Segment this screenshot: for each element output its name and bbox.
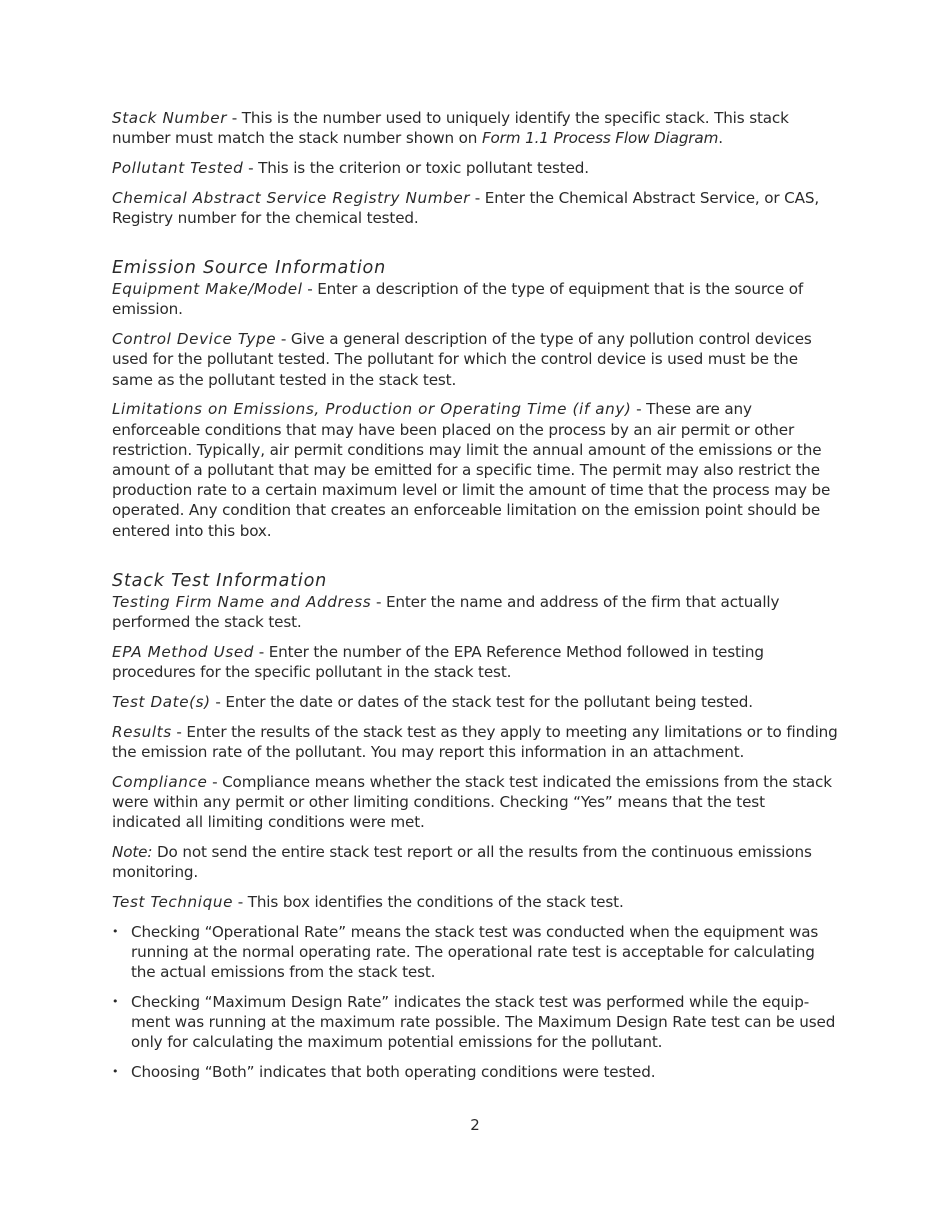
paragraph-text: - These are any enforceable conditions that may have been placed on the process by an air permit or other restriction. Typically, air permit conditions may limit the annual amount of the emissions or the amount of a pollutant that may be emitted for a specific time. The permit may also restrict the production rate to a certain maximum level or limit the amount of time that the process may be operated. Any condition that creates an enforceable limitation on the emission point should be entered into this box.: [112, 400, 831, 540]
paragraph-epa-method: [112, 642, 838, 682]
paragraph-note: [112, 842, 838, 882]
bullet-icon: •: [112, 994, 119, 1008]
note-label: Note:: [112, 842, 153, 861]
term-label: Compliance: [112, 772, 208, 791]
paragraph-results: [112, 722, 838, 762]
paragraph-text: - Enter the Chemical Abstract Service, or CAS, Registry number for the chemical tested.: [112, 188, 820, 227]
paragraph-text: - Enter a description of the type of equipment that is the source of emission.: [112, 280, 804, 319]
paragraph-test-dates: [112, 692, 838, 712]
term-label: Equipment Make/Model: [112, 280, 303, 299]
term-label: Testing Firm Name and Address: [112, 592, 372, 611]
term-label: EPA Method Used: [112, 642, 255, 661]
paragraph-control-device-type: [112, 329, 838, 390]
term-label: Control Device Type: [112, 330, 277, 349]
paragraph-text: - This is the number used to uniquely identify the specific stack. This stack number must match the stack number shown on: [112, 109, 789, 148]
paragraph-equipment-make-model: [112, 279, 838, 319]
term-label: Test Date(s): [112, 692, 211, 711]
paragraph-limitations: [112, 399, 838, 540]
paragraph-compliance: [112, 772, 838, 833]
paragraph-text: - Give a general description of the type of any pollution control devices used for the pollutant tested. The pollutant for which the control device is used must be the same as the pollutant tested in the stack test.: [112, 330, 812, 389]
paragraph-testing-firm: [112, 592, 838, 632]
list-item-text: Checking “Maximum Design Rate” indicates the stack test was performed while the equip-ment was running at the maximum rate possible. The Maximum Design Rate test can be used only for calculating the maximum potential emissions for the pollutant.: [131, 992, 836, 1052]
paragraph-stack-number: [112, 108, 838, 148]
list-item: [112, 1062, 838, 1082]
paragraph-text: - This is the criterion or toxic pollutant tested.: [243, 159, 589, 177]
paragraph-text: - Enter the name and address of the firm that actually performed the stack test.: [112, 592, 780, 632]
paragraph-text: - Compliance means whether the stack test indicated the emissions from the stack were within any permit or other limiting conditions. Checking “Yes” means that the test indicated all limiting conditions were met.: [112, 772, 832, 832]
term-label: Stack Number: [112, 109, 228, 127]
list-item-text: Checking “Operational Rate” means the stack test was conducted when the equipment was running at the normal operating rate. The operational rate test is acceptable for calculating the actual emissions from the stack test.: [131, 922, 819, 982]
document-page: [112, 108, 838, 1092]
term-label: Test Technique: [112, 892, 234, 911]
section-heading-emission-source: Emission Source Information: [112, 258, 387, 279]
page-number: 2: [470, 1116, 480, 1134]
term-label: Limitations on Emissions, Production or Operating Time (if any): [112, 400, 632, 419]
form-reference: Form 1.1 Process Flow Diagram: [481, 129, 719, 148]
paragraph-text: - Enter the date or dates of the stack test for the pollutant being tested.: [210, 692, 753, 711]
paragraph-pollutant-tested: [112, 158, 838, 178]
section-heading-stack-test: Stack Test Information: [112, 570, 328, 591]
test-technique-list: [112, 922, 838, 1083]
paragraph-text: - This box identifies the conditions of the stack test.: [233, 892, 624, 911]
paragraph-cas-number: [112, 188, 838, 228]
paragraph-text: - Enter the results of the stack test as they apply to meeting any limitations or to finding the emission rate of the pollutant. You may report this information in an attachment.: [112, 722, 838, 761]
list-item-text: Choosing “Both” indicates that both operating conditions were tested.: [131, 1063, 656, 1082]
term-label: Chemical Abstract Service Registry Number: [112, 188, 471, 207]
list-item: [112, 922, 838, 983]
paragraph-tail: .: [718, 129, 723, 148]
list-item: [112, 992, 838, 1053]
term-label: Pollutant Tested: [112, 159, 244, 177]
bullet-icon: •: [112, 924, 119, 938]
term-label: Results: [112, 722, 172, 741]
paragraph-text: - Enter the number of the EPA Reference Method followed in testing procedures for the specific pollutant in the stack test.: [112, 642, 764, 682]
paragraph-test-technique: [112, 892, 838, 912]
paragraph-text: Do not send the entire stack test report or all the results from the continuous emissions monitoring.: [112, 842, 812, 882]
bullet-icon: •: [112, 1065, 119, 1079]
